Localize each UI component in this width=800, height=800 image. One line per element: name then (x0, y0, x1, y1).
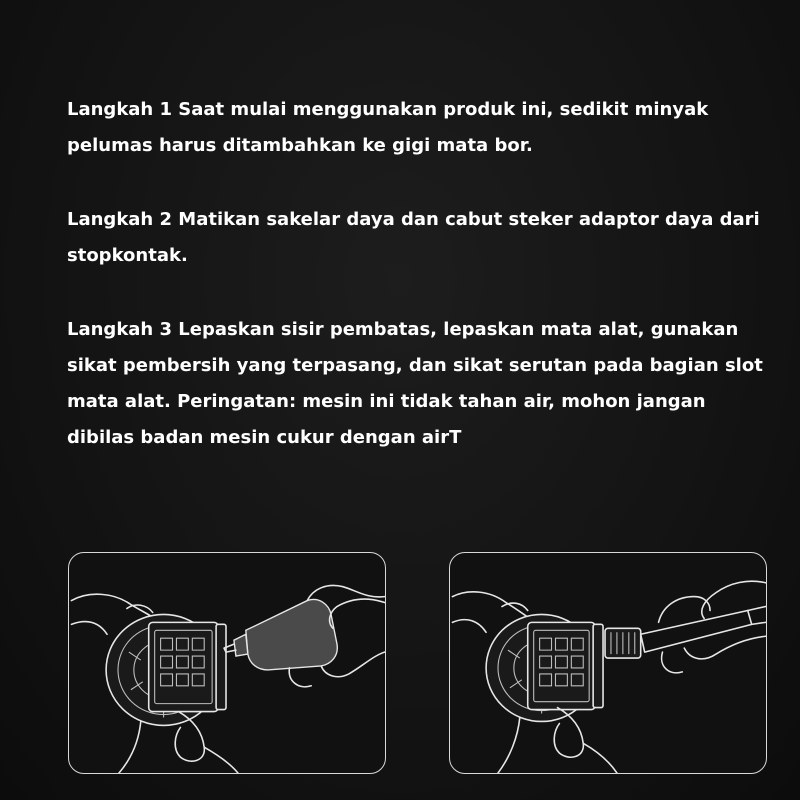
instruction-steps (67, 92, 767, 494)
oil-application-illustration (69, 553, 385, 773)
step-2-text: Langkah 2 Matikan sakelar daya dan cabut steker adaptor daya dari stopkontak. (67, 209, 760, 266)
step-1-text: Langkah 1 Saat mulai menggunakan produk ini, sedikit minyak pelumas harus ditambahkan ke gigi mata bor. (67, 99, 709, 156)
shaver-head-icon (486, 614, 603, 721)
brush-cleaning-illustration (450, 553, 766, 773)
step-3-text: Langkah 3 Lepaskan sisir pembatas, lepaskan mata alat, gunakan sikat pembersih yang terpasang, dan sikat serutan pada bagian slot mata alat. Peringatan: mesin ini tidak tahan air, mohon jangan dibilas badan mesin cukur dengan airT (67, 319, 763, 448)
brush-cleaning-panel (449, 552, 767, 774)
oil-application-panel (68, 552, 386, 774)
shaver-head-icon (106, 614, 226, 725)
oil-bottle-icon (224, 600, 337, 670)
